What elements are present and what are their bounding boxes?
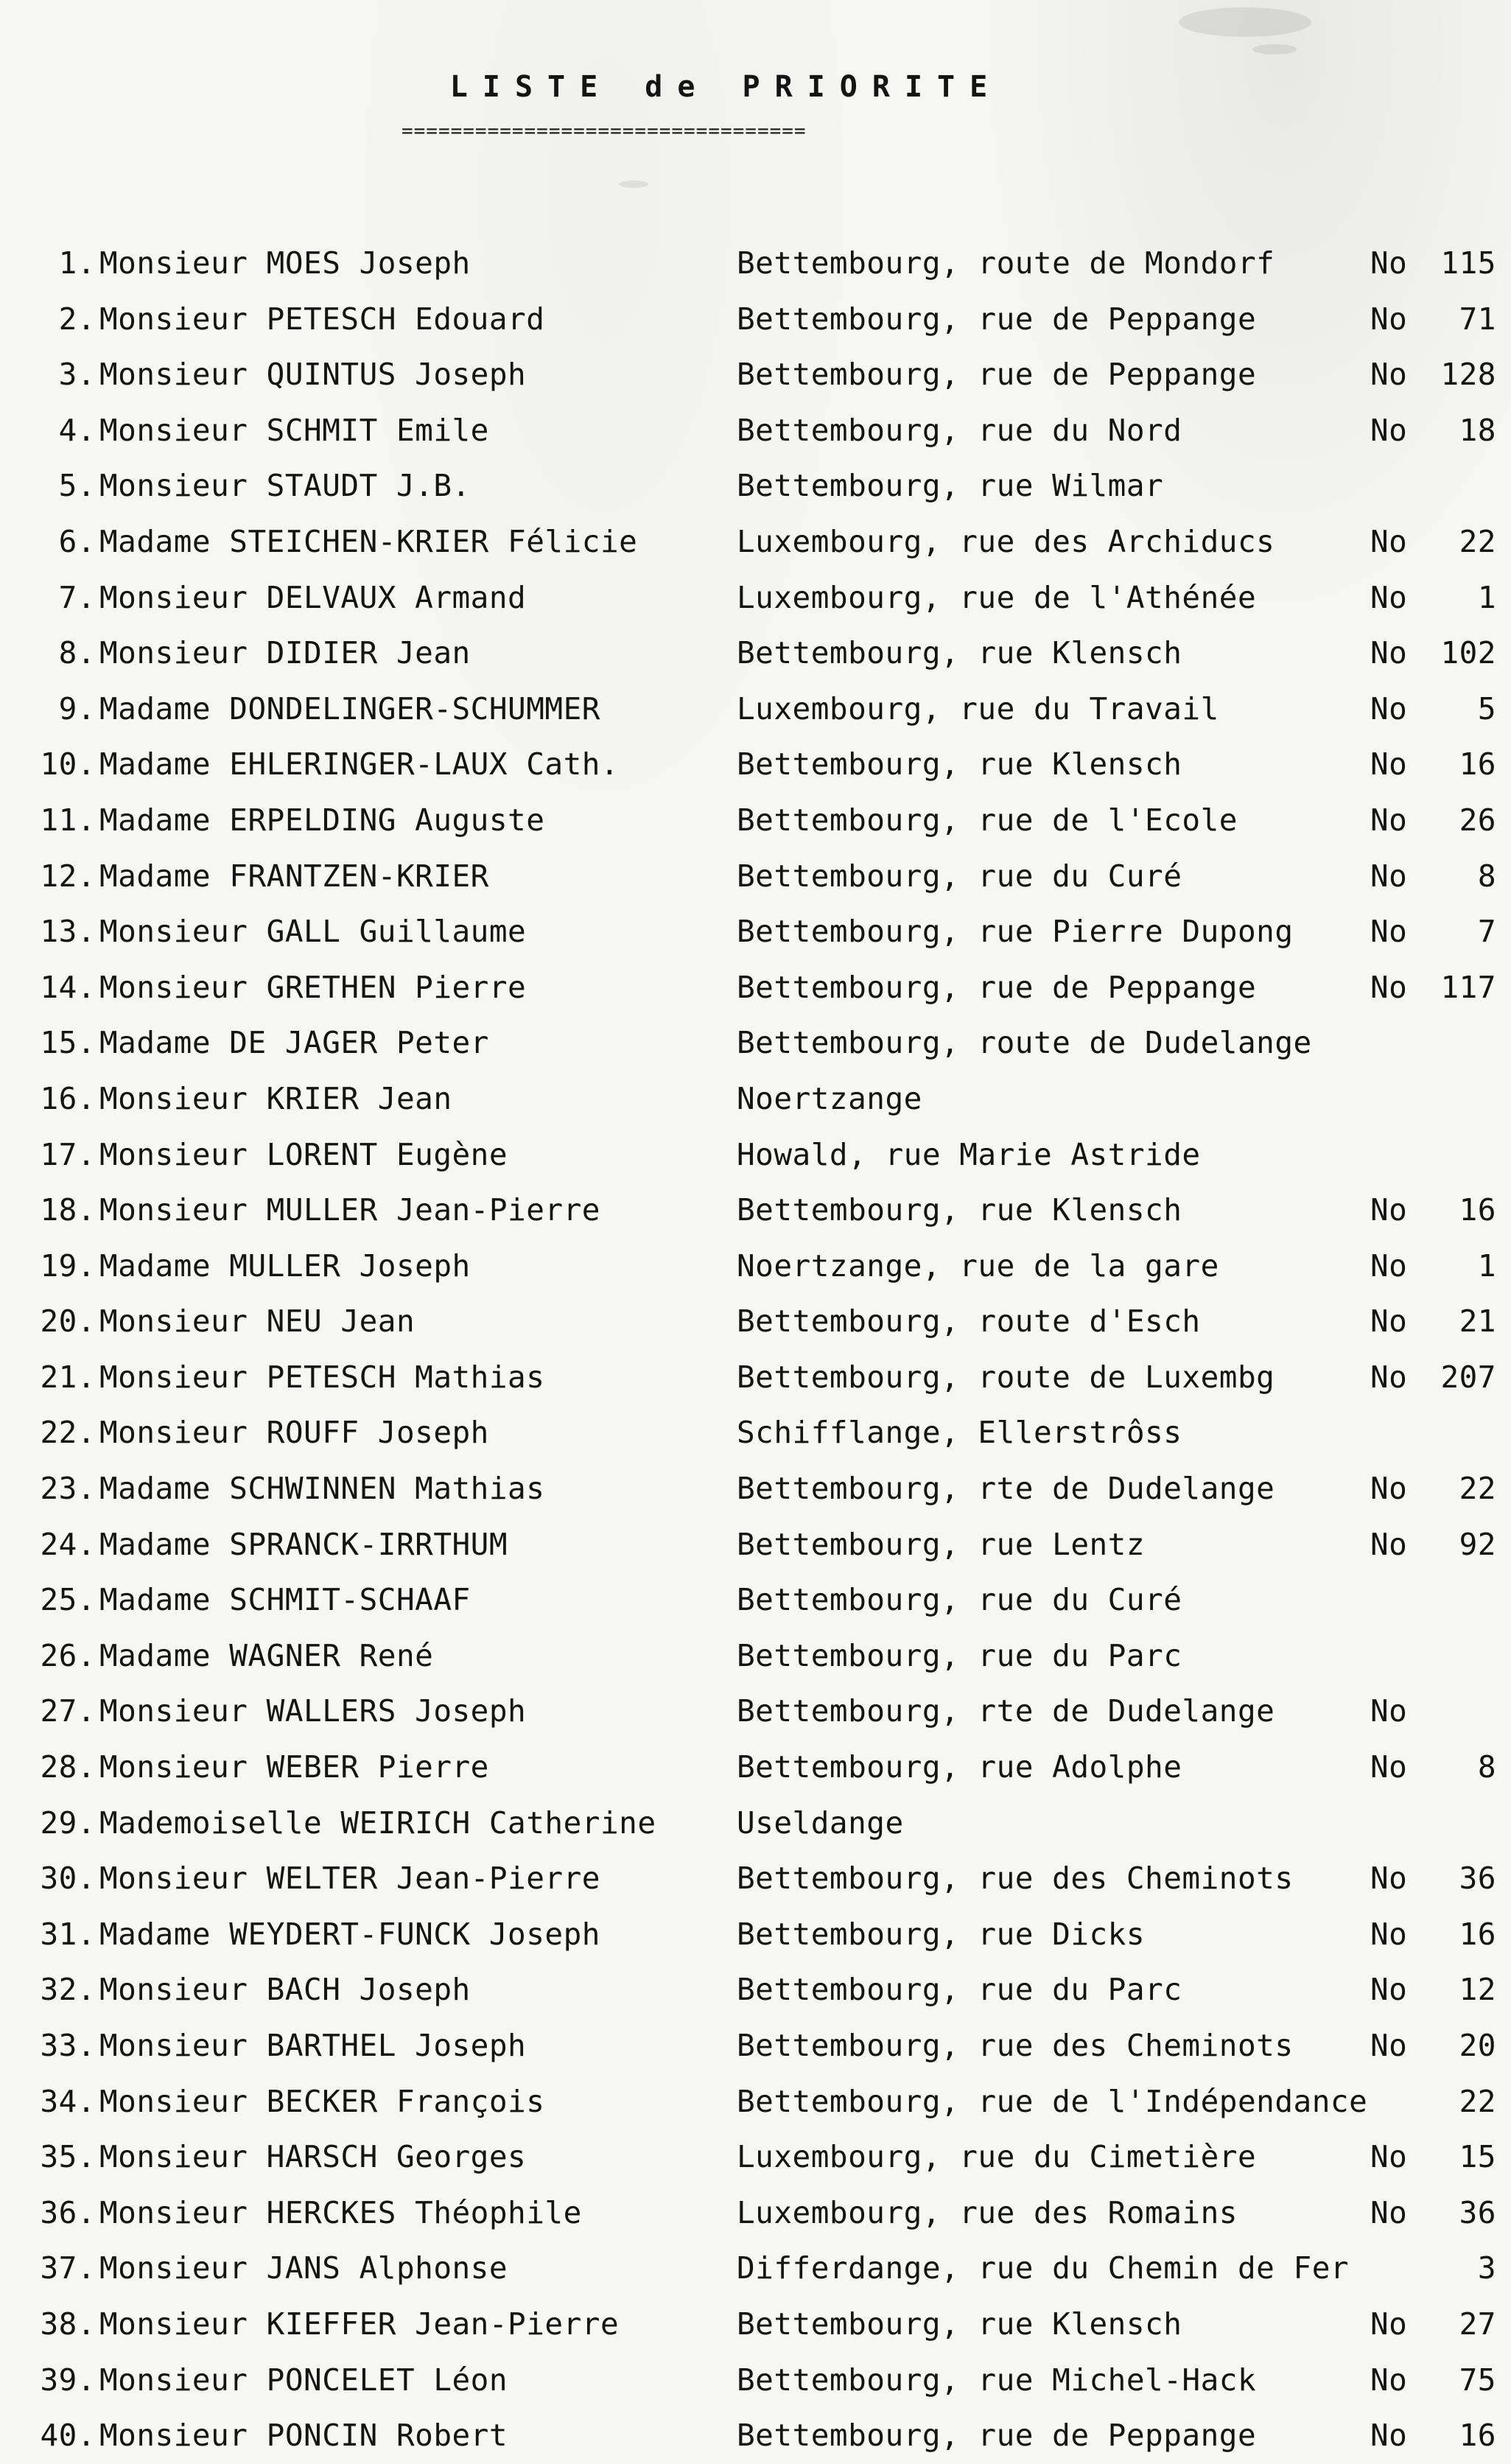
entry-name: Monsieur STAUDT J.B. [99,468,471,504]
entry-house-number: 22 [1459,523,1496,559]
entry-name: Monsieur WEBER Pierre [99,1749,489,1785]
entry-name: Monsieur BARTHEL Joseph [99,2028,527,2063]
entry-address: Noertzange, rue de la gare [737,1247,1219,1284]
list-item [0,1907,1511,1963]
entry-house-number: 27 [1459,2306,1496,2342]
priority-list [0,236,1511,2464]
entry-address: Bettembourg, rue Klensch [737,746,1182,783]
entry-name: Madame DE JAGER Peter [99,1025,489,1061]
entry-number: 15. [40,1025,96,1061]
list-item [0,682,1511,738]
entry-house-number: 1 [1477,579,1496,615]
entry-house-number: 22 [1459,1471,1496,1507]
entry-no-label: No [1370,301,1408,337]
entry-name: Monsieur BACH Joseph [99,1972,471,2008]
entry-name: Madame SCHMIT-SCHAAF [99,1582,471,1618]
entry-house-number: 12 [1459,1972,1496,2008]
entry-house-number: 3 [1477,2250,1496,2286]
entry-number: 10. [40,746,96,783]
entry-house-number: 7 [1477,914,1496,950]
list-item [0,1851,1511,1907]
list-item [0,904,1511,960]
entry-number: 3. [58,357,96,393]
entry-no-label: No [1370,2139,1408,2175]
entry-name: Monsieur GALL Guillaume [99,914,527,950]
entry-no-label: No [1370,2362,1408,2398]
entry-name: Madame MULLER Joseph [99,1247,471,1284]
list-item [0,2129,1511,2185]
entry-name: Monsieur DELVAUX Armand [99,579,527,615]
entry-no-label: No [1370,523,1408,559]
entry-address: Bettembourg, route d'Esch [737,1303,1201,1340]
list-item [0,1572,1511,1628]
entry-name: Monsieur MULLER Jean-Pierre [99,1192,600,1228]
entry-number: 13. [40,914,96,950]
entry-name: Monsieur BECKER François [99,2083,545,2119]
entry-address: Bettembourg, rue Lentz [737,1526,1146,1562]
entry-address: Bettembourg, rue Michel-Hack [737,2362,1257,2398]
list-item [0,570,1511,626]
entry-name: Monsieur GRETHEN Pierre [99,969,527,1005]
entry-number: 2. [58,301,96,337]
entry-number: 27. [40,1693,96,1729]
entry-house-number: 92 [1459,1526,1496,1562]
entry-no-label: No [1370,969,1408,1005]
entry-house-number: 16 [1459,1192,1496,1228]
list-item [0,2408,1511,2464]
list-item [0,1294,1511,1350]
entry-address: Luxembourg, rue des Romains [737,2194,1238,2230]
entry-address: Bettembourg, rue de Peppange [737,969,1257,1005]
entry-address: Luxembourg, rue du Cimetière [737,2139,1257,2175]
entry-house-number: 115 [1440,245,1496,281]
entry-no-label: No [1370,412,1408,448]
entry-no-label: No [1370,1916,1408,1952]
entry-number: 4. [58,412,96,448]
entry-no-label: No [1370,579,1408,615]
paper-smudge [1252,44,1297,55]
list-item [0,458,1511,514]
list-item [0,2353,1511,2409]
entry-house-number: 8 [1477,1749,1496,1785]
list-item [0,236,1511,292]
entry-number: 26. [40,1637,96,1673]
entry-address: Schifflange, Ellerstrôss [737,1415,1182,1451]
entry-number: 36. [40,2194,96,2230]
entry-number: 40. [40,2418,96,2454]
entry-address: Bettembourg, rue du Curé [737,858,1182,894]
entry-no-label: No [1370,746,1408,783]
entry-house-number: 1 [1477,1247,1496,1284]
entry-name: Madame SPRANCK-IRRTHUM [99,1526,508,1562]
entry-house-number: 102 [1440,635,1496,671]
entry-number: 6. [58,523,96,559]
entry-number: 34. [40,2083,96,2119]
entry-number: 30. [40,1861,96,1897]
list-item [0,2074,1511,2130]
entry-address: Bettembourg, rue Klensch [737,1192,1182,1228]
entry-number: 35. [40,2139,96,2175]
entry-number: 25. [40,1582,96,1618]
list-item [0,1071,1511,1127]
entry-number: 37. [40,2250,96,2286]
entry-house-number: 22 [1459,2083,1496,2119]
entry-address: Bettembourg, rue du Curé [737,1582,1182,1618]
entry-house-number: 117 [1440,969,1496,1005]
entry-address: Bettembourg, rte de Dudelange [737,1693,1275,1729]
entry-no-label: No [1370,802,1408,838]
entry-name: Monsieur DIDIER Jean [99,635,471,671]
entry-name: Madame DONDELINGER-SCHUMMER [99,690,600,727]
entry-no-label: No [1370,858,1408,894]
list-item [0,1127,1511,1183]
list-item [0,1796,1511,1852]
entry-address: Bettembourg, rue Dicks [737,1916,1146,1952]
entry-no-label: No [1370,635,1408,671]
list-item [0,2018,1511,2074]
list-item [0,1239,1511,1295]
paper-smudge [1179,7,1311,37]
entry-house-number: 8 [1477,858,1496,894]
entry-house-number: 15 [1459,2139,1496,2175]
entry-no-label: No [1370,1861,1408,1897]
entry-house-number: 26 [1459,802,1496,838]
entry-house-number: 75 [1459,2362,1496,2398]
entry-name: Monsieur HARSCH Georges [99,2139,527,2175]
entry-number: 19. [40,1247,96,1284]
entry-house-number: 128 [1440,357,1496,393]
entry-number: 11. [40,802,96,838]
list-item [0,403,1511,459]
entry-name: Madame ERPELDING Auguste [99,802,545,838]
entry-name: Madame SCHWINNEN Mathias [99,1471,545,1507]
entry-number: 38. [40,2306,96,2342]
entry-no-label: No [1370,2194,1408,2230]
entry-name: Monsieur ROUFF Joseph [99,1415,489,1451]
entry-address: Bettembourg, rue de Peppange [737,357,1257,393]
entry-address: Bettembourg, route de Mondorf [737,245,1275,281]
entry-no-label: No [1370,2306,1408,2342]
list-item [0,1350,1511,1406]
entry-name: Monsieur MOES Joseph [99,245,471,281]
list-item [0,1962,1511,2018]
entry-number: 23. [40,1471,96,1507]
entry-name: Madame EHLERINGER-LAUX Cath. [99,746,620,783]
entry-house-number: 16 [1459,746,1496,783]
list-item [0,2297,1511,2353]
entry-address: Howald, rue Marie Astride [737,1136,1201,1172]
entry-address: Bettembourg, rue Klensch [737,635,1182,671]
entry-house-number: 71 [1459,301,1496,337]
entry-number: 32. [40,1972,96,2008]
list-item [0,1740,1511,1796]
entry-name: Monsieur KIEFFER Jean-Pierre [99,2306,620,2342]
entry-house-number: 20 [1459,2028,1496,2063]
entry-name: Monsieur PETESCH Mathias [99,1359,545,1395]
document-title: LISTE de PRIORITE [449,70,1003,104]
list-item [0,960,1511,1016]
list-item [0,793,1511,849]
entry-no-label: No [1370,1192,1408,1228]
list-item [0,347,1511,403]
entry-no-label: No [1370,1247,1408,1284]
entry-address: Bettembourg, rue Adolphe [737,1749,1182,1785]
entry-number: 21. [40,1359,96,1395]
entry-address: Luxembourg, rue de l'Athénée [737,579,1257,615]
paper-smudge [619,181,648,188]
entry-address: Bettembourg, rue du Nord [737,412,1182,448]
entry-no-label: No [1370,2028,1408,2063]
entry-address: Bettembourg, rue de l'Ecole [737,802,1238,838]
entry-no-label: No [1370,690,1408,727]
entry-address: Bettembourg, rue de Peppange [737,301,1257,337]
entry-number: 5. [58,468,96,504]
entry-number: 20. [40,1303,96,1340]
entry-no-label: No [1370,1972,1408,2008]
entry-name: Madame STEICHEN-KRIER Félicie [99,523,638,559]
list-item [0,1461,1511,1517]
entry-no-label: No [1370,1526,1408,1562]
entry-no-label: No [1370,245,1408,281]
entry-address: Noertzange [737,1080,922,1116]
list-item [0,1684,1511,1740]
entry-address: Useldange [737,1805,904,1841]
entry-no-label: No [1370,1693,1408,1729]
list-item [0,849,1511,905]
title-underline: ================================= [402,122,807,141]
entry-address: Bettembourg, rue Klensch [737,2306,1182,2342]
entry-address: Luxembourg, rue des Archiducs [737,523,1275,559]
entry-house-number: 36 [1459,1861,1496,1897]
entry-address: Bettembourg, rue du Parc [737,1637,1182,1673]
entry-no-label: No [1370,1749,1408,1785]
entry-number: 8. [58,635,96,671]
entry-number: 9. [58,690,96,727]
entry-address: Bettembourg, rue du Parc [737,1972,1182,2008]
list-item [0,514,1511,570]
entry-number: 24. [40,1526,96,1562]
entry-name: Madame WEYDERT-FUNCK Joseph [99,1916,600,1952]
entry-no-label: No [1370,1359,1408,1395]
entry-number: 39. [40,2362,96,2398]
entry-address: Bettembourg, rue de Peppange [737,2418,1257,2454]
entry-address: Luxembourg, rue du Travail [737,690,1219,727]
entry-name: Monsieur PETESCH Edouard [99,301,545,337]
entry-name: Monsieur HERCKES Théophile [99,2194,582,2230]
list-item [0,1517,1511,1573]
entry-name: Monsieur PONCIN Robert [99,2418,508,2454]
entry-name: Monsieur KRIER Jean [99,1080,452,1116]
entry-house-number: 18 [1459,412,1496,448]
entry-house-number: 21 [1459,1303,1496,1340]
entry-number: 7. [58,579,96,615]
entry-address: Differdange, rue du Chemin de Fer [737,2250,1350,2286]
entry-no-label: No [1370,2418,1408,2454]
list-item [0,1183,1511,1239]
entry-no-label: No [1370,914,1408,950]
list-item [0,292,1511,348]
entry-no-label: No [1370,1471,1408,1507]
list-item [0,626,1511,682]
entry-name: Monsieur WELTER Jean-Pierre [99,1861,600,1897]
list-item [0,2241,1511,2297]
document-header [0,70,1511,141]
entry-name: Madame WAGNER René [99,1637,434,1673]
entry-number: 17. [40,1136,96,1172]
entry-address: Bettembourg, rue Wilmar [737,468,1164,504]
entry-name: Monsieur SCHMIT Emile [99,412,489,448]
entry-address: Bettembourg, rue des Cheminots [737,2028,1294,2063]
entry-number: 28. [40,1749,96,1785]
entry-house-number: 5 [1477,690,1496,727]
list-item [0,1405,1511,1461]
list-item [0,1015,1511,1071]
entry-address: Bettembourg, rue Pierre Dupong [737,914,1294,950]
entry-address: Bettembourg, rue des Cheminots [737,1861,1294,1897]
entry-number: 1. [58,245,96,281]
entry-name: Monsieur WALLERS Joseph [99,1693,527,1729]
entry-address: Bettembourg, rte de Dudelange [737,1471,1275,1507]
entry-house-number: 36 [1459,2194,1496,2230]
entry-name: Monsieur JANS Alphonse [99,2250,508,2286]
entry-name: Madame FRANTZEN-KRIER [99,858,489,894]
entry-name: Monsieur LORENT Eugène [99,1136,508,1172]
entry-number: 29. [40,1805,96,1841]
entry-house-number: 16 [1459,2418,1496,2454]
entry-name: Monsieur PONCELET Léon [99,2362,508,2398]
entry-name: Monsieur QUINTUS Joseph [99,357,527,393]
entry-number: 33. [40,2028,96,2063]
entry-address: Bettembourg, route de Luxembg [737,1359,1275,1395]
entry-house-number: 207 [1440,1359,1496,1395]
list-item [0,2185,1511,2241]
entry-address: Bettembourg, route de Dudelange [737,1025,1312,1061]
entry-number: 31. [40,1916,96,1952]
entry-number: 16. [40,1080,96,1116]
list-item [0,1628,1511,1684]
entry-name: Mademoiselle WEIRICH Catherine [99,1805,656,1841]
entry-name: Monsieur NEU Jean [99,1303,416,1340]
list-item [0,737,1511,793]
entry-number: 14. [40,969,96,1005]
entry-number: 12. [40,858,96,894]
entry-no-label: No [1370,357,1408,393]
entry-number: 18. [40,1192,96,1228]
entry-address: Bettembourg, rue de l'Indépendance [737,2083,1368,2119]
entry-no-label: No [1370,1303,1408,1340]
entry-house-number: 16 [1459,1916,1496,1952]
entry-number: 22. [40,1415,96,1451]
